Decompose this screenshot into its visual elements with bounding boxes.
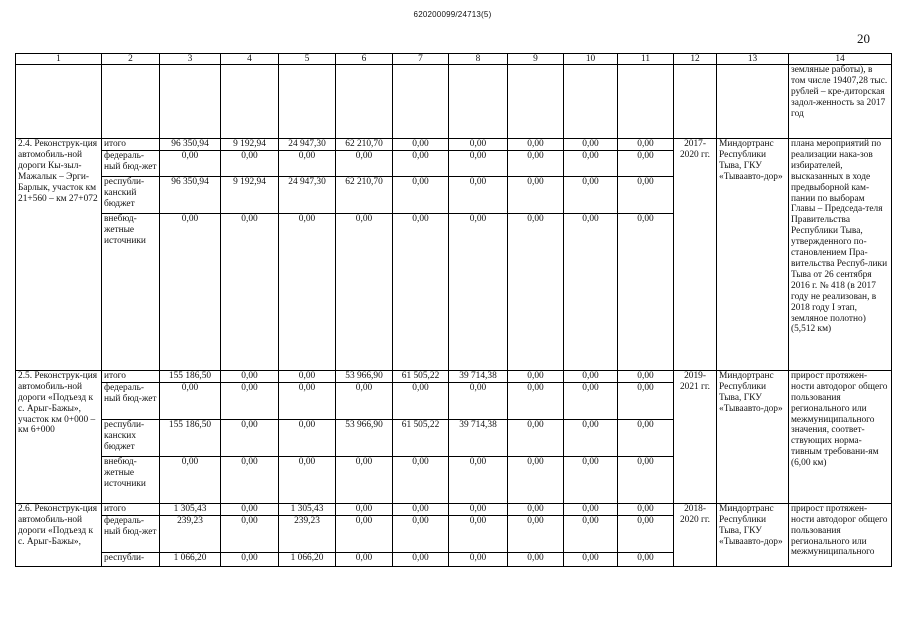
amount-cell: 0,00 [508,370,564,382]
amount-cell: 9 192,94 [221,176,279,213]
amount-cell: 0,00 [393,503,449,515]
amount-cell: 0,00 [564,552,618,566]
amount-cell: 39 714,38 [449,419,508,456]
amount-cell: 0,00 [279,370,336,382]
amount-cell: 0,00 [160,456,221,503]
amount-cell: 0,00 [336,382,393,419]
amount-cell: 0,00 [618,515,674,552]
column-number: 10 [564,54,618,65]
funding-source: федераль-ный бюд-жет [102,515,160,552]
amount-cell: 0,00 [564,515,618,552]
funding-source: федераль-ный бюд-жет [102,382,160,419]
continuation-row [16,65,892,139]
funding-row [16,139,892,151]
amount-cell: 155 186,50 [160,370,221,382]
funding-source: итого [102,503,160,515]
amount-cell: 239,23 [160,515,221,552]
amount-cell: 24 947,30 [279,176,336,213]
funding-source: внебюд-жетные источники [102,213,160,370]
amount-cell: 0,00 [279,382,336,419]
amount-cell: 0,00 [221,456,279,503]
amount-cell: 0,00 [449,503,508,515]
amount-cell: 24 947,30 [279,139,336,151]
amount-cell: 0,00 [393,150,449,176]
amount-cell: 0,00 [279,456,336,503]
activity-name: 2.6. Реконструк-ция автомобиль-ной дороги «Подъезд к с. Арыг-Бажы», [16,503,102,566]
amount-cell: 0,00 [508,456,564,503]
column-number: 4 [221,54,279,65]
result-cell: плана мероприятий по реализации нака-зов избирателей, высказанных в ходе предвыборной кам-пании по выборам Главы – Председа-теля Правительства Республики Тыва, утвержденного по-становлением Пра-вительства Респуб-лики Тыва от 26 сентября 2016 г. № 418 (в 2017 году не реализован, в 2018 году I этап, земляное полотно) (5,512 км) [789,139,892,371]
amount-cell: 0,00 [393,382,449,419]
amount-cell: 0,00 [336,503,393,515]
amount-cell: 0,00 [221,382,279,419]
amount-cell: 0,00 [221,419,279,456]
amount-cell: 0,00 [449,382,508,419]
amount-cell: 0,00 [449,139,508,151]
period-cell: 2017-2020 гг. [674,139,717,371]
amount-cell: 0,00 [279,419,336,456]
funding-source: итого [102,139,160,151]
amount-cell: 0,00 [564,382,618,419]
executor-cell: Миндортранс Республики Тыва, ГКУ «Тываавто-дор» [717,139,789,371]
amount-cell: 0,00 [279,150,336,176]
column-number: 11 [618,54,674,65]
amount-cell: 1 066,20 [160,552,221,566]
amount-cell: 0,00 [336,515,393,552]
amount-cell: 0,00 [449,213,508,370]
amount-cell: 0,00 [336,456,393,503]
amount-cell: 0,00 [618,419,674,456]
amount-cell: 0,00 [336,213,393,370]
amount-cell: 0,00 [160,382,221,419]
amount-cell: 0,00 [393,176,449,213]
amount-cell: 0,00 [564,503,618,515]
amount-cell: 1 305,43 [160,503,221,515]
amount-cell: 0,00 [564,456,618,503]
column-number: 6 [336,54,393,65]
amount-cell: 0,00 [336,150,393,176]
column-number: 3 [160,54,221,65]
amount-cell: 1 066,20 [279,552,336,566]
amount-cell: 0,00 [221,503,279,515]
amount-cell: 39 714,38 [449,370,508,382]
amount-cell: 0,00 [221,370,279,382]
funding-source: республи-канских бюджет [102,419,160,456]
amount-cell: 0,00 [508,515,564,552]
period-cell: 2018-2020 гг. [674,503,717,566]
activity-name: 2.5. Реконструк-ция автомобиль-ной дороги «Подъезд к с. Арыг-Бажы», участок км 0+000 – км 6+000 [16,370,102,503]
result-cell: прирост протяжен-ности автодорог общего пользования регионального или межмуниципального значения, соответ-ствующих норма-тивным требовани-ям (6,00 км) [789,370,892,503]
amount-cell: 0,00 [564,213,618,370]
amount-cell: 0,00 [336,552,393,566]
funding-row [16,503,892,515]
amount-cell: 0,00 [618,382,674,419]
funding-source: итого [102,370,160,382]
column-number: 12 [674,54,717,65]
amount-cell: 0,00 [221,515,279,552]
amount-cell: 0,00 [449,150,508,176]
activity-name: 2.4. Реконструк-ция автомобиль-ной дороги Кы-зыл-Мажалык – Эрги-Барлык, участок км 21+560 – км 27+072 [16,139,102,371]
amount-cell: 0,00 [393,139,449,151]
amount-cell: 0,00 [564,419,618,456]
amount-cell: 0,00 [564,139,618,151]
column-number: 1 [16,54,102,65]
amount-cell: 0,00 [393,552,449,566]
amount-cell: 0,00 [393,213,449,370]
page-number: 20 [857,31,870,46]
column-number: 14 [789,54,892,65]
amount-cell: 0,00 [508,552,564,566]
amount-cell: 0,00 [508,150,564,176]
amount-cell: 61 505,22 [393,370,449,382]
amount-cell: 62 210,70 [336,176,393,213]
column-number: 2 [102,54,160,65]
amount-cell: 0,00 [160,150,221,176]
funding-source: федераль-ный бюд-жет [102,150,160,176]
amount-cell: 0,00 [618,456,674,503]
amount-cell: 0,00 [564,176,618,213]
result-cell: земляные работы), в том числе 19407,28 тыс. рублей – кре-диторская задол-женность за 2017 год [789,65,892,139]
funding-source: внебюд-жетные источники [102,456,160,503]
amount-cell: 53 966,90 [336,419,393,456]
amount-cell: 0,00 [508,176,564,213]
column-number: 13 [717,54,789,65]
funding-row [16,370,892,382]
amount-cell: 0,00 [279,213,336,370]
program-table [15,53,892,567]
amount-cell: 0,00 [508,382,564,419]
amount-cell: 0,00 [618,176,674,213]
period-cell: 2019-2021 гг. [674,370,717,503]
amount-cell: 0,00 [564,370,618,382]
column-number: 5 [279,54,336,65]
amount-cell: 0,00 [221,213,279,370]
amount-cell: 155 186,50 [160,419,221,456]
amount-cell: 53 966,90 [336,370,393,382]
column-number: 7 [393,54,449,65]
amount-cell: 0,00 [618,213,674,370]
executor-cell: Миндортранс Республики Тыва, ГКУ «Тываавто-дор» [717,370,789,503]
funding-source: республи- [102,552,160,566]
amount-cell: 1 305,43 [279,503,336,515]
executor-cell: Миндортранс Республики Тыва, ГКУ «Тываавто-дор» [717,503,789,566]
result-cell: прирост протяжен-ности автодорог общего пользования регионального или межмуниципального [789,503,892,566]
amount-cell: 0,00 [449,456,508,503]
amount-cell: 62 210,70 [336,139,393,151]
amount-cell: 0,00 [221,552,279,566]
column-number-row [16,54,892,65]
column-number: 8 [449,54,508,65]
amount-cell: 0,00 [508,139,564,151]
amount-cell: 0,00 [564,150,618,176]
amount-cell: 0,00 [508,419,564,456]
amount-cell: 0,00 [618,552,674,566]
amount-cell: 0,00 [618,139,674,151]
amount-cell: 0,00 [449,176,508,213]
amount-cell: 9 192,94 [221,139,279,151]
amount-cell: 0,00 [449,552,508,566]
amount-cell: 0,00 [393,456,449,503]
amount-cell: 0,00 [618,503,674,515]
document-id: 620200099/24713(5) [413,10,492,19]
amount-cell: 239,23 [279,515,336,552]
amount-cell: 61 505,22 [393,419,449,456]
amount-cell: 0,00 [160,213,221,370]
amount-cell: 96 350,94 [160,176,221,213]
amount-cell: 0,00 [221,150,279,176]
amount-cell: 0,00 [449,515,508,552]
amount-cell: 0,00 [393,515,449,552]
amount-cell: 0,00 [508,213,564,370]
amount-cell: 0,00 [508,503,564,515]
column-number: 9 [508,54,564,65]
funding-source: республи-канский бюджет [102,176,160,213]
amount-cell: 0,00 [618,150,674,176]
amount-cell: 0,00 [618,370,674,382]
amount-cell: 96 350,94 [160,139,221,151]
